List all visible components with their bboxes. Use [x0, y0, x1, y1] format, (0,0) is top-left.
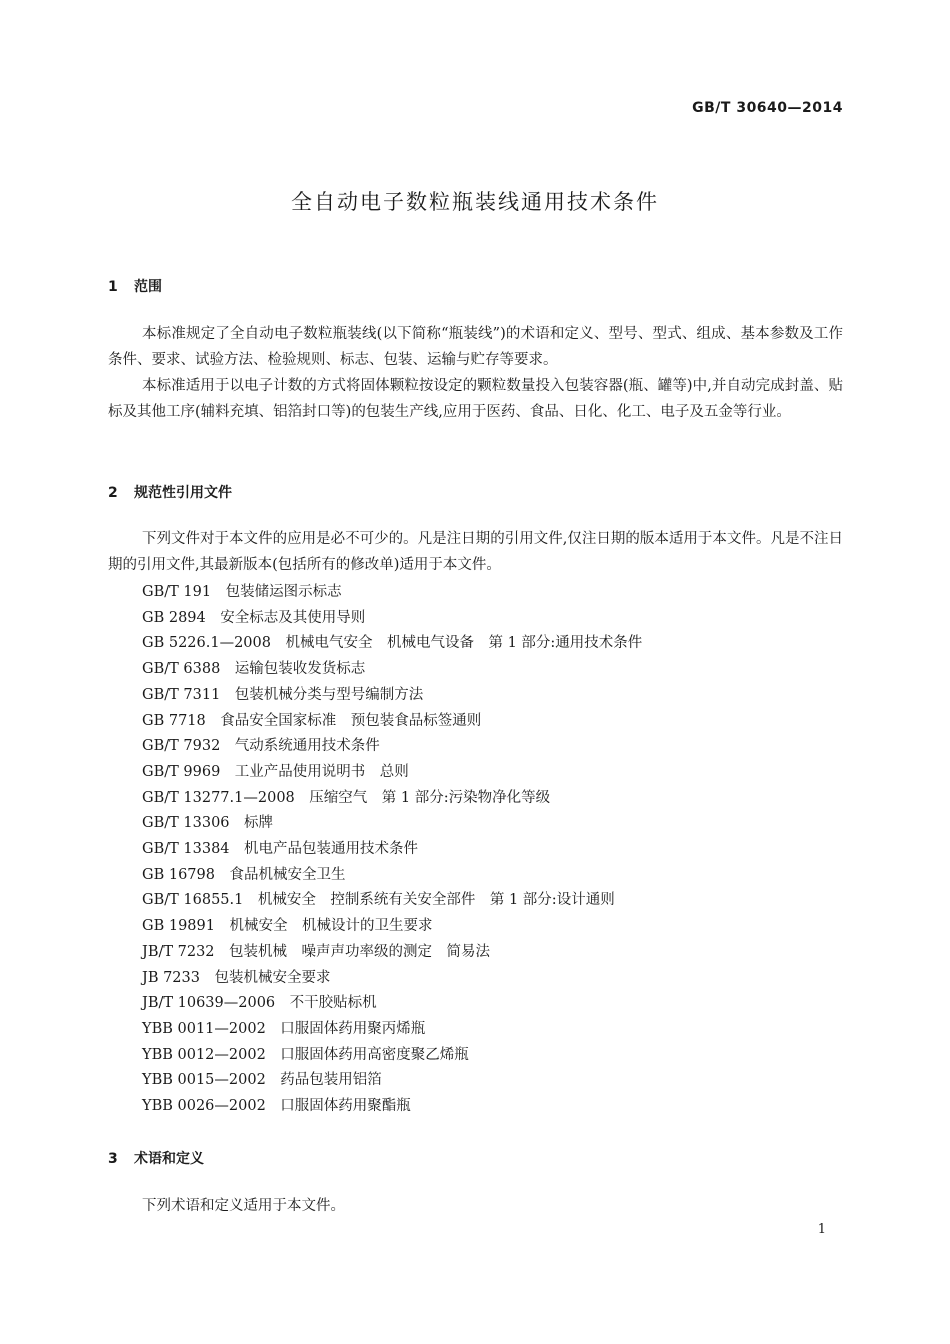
section-1-heading [108, 276, 162, 296]
reference-item: GB/T 13277.1—2008 压缩空气 第 1 部分:污染物净化等级 [142, 789, 551, 806]
page-number: 1 [817, 1222, 826, 1237]
scope-paragraph-1: 本标准规定了全自动电子数粒瓶装线(以下简称“瓶装线”)的术语和定义、型号、型式、组成、基本参数及工作条件、要求、试验方法、检验规则、标志、包装、运输与贮存等要求。 [108, 326, 843, 368]
section-3-title: 术语和定义 [134, 1151, 204, 1167]
reference-item: GB/T 16855.1 机械安全 控制系统有关安全部件 第 1 部分:设计通则 [142, 892, 615, 909]
reference-item: GB/T 6388 运输包装收发货标志 [142, 661, 366, 678]
section-3-heading [108, 1148, 204, 1168]
reference-item: GB/T 7932 气动系统通用技术条件 [142, 738, 380, 755]
reference-item: GB/T 7311 包装机械分类与型号编制方法 [142, 686, 424, 703]
reference-item: GB 19891 机械安全 机械设计的卫生要求 [142, 918, 433, 935]
section-2-title: 规范性引用文件 [134, 485, 232, 501]
reference-list [142, 580, 642, 1120]
reference-item: YBB 0011—2002 口服固体药用聚丙烯瓶 [142, 1020, 426, 1037]
reference-item: YBB 0026—2002 口服固体药用聚酯瓶 [142, 1098, 411, 1115]
scope-paragraph-2: 本标准适用于以电子计数的方式将固体颗粒按设定的颗粒数量投入包装容器(瓶、罐等)中,并自动完成封盖、贴标及其他工序(辅料充填、铝箔封口等)的包装生产线,应用于医药、食品、日化、化工、电子及五金等行业。 [108, 378, 843, 420]
reference-item: GB/T 13306 标牌 [142, 815, 274, 832]
reference-item: GB 16798 食品机械安全卫生 [142, 866, 346, 883]
section-2-number: 2 [108, 485, 118, 501]
section-3-number: 3 [108, 1151, 118, 1167]
document-title: 全自动电子数粒瓶装线通用技术条件 [291, 190, 659, 214]
reference-item: GB/T 191 包装储运图示标志 [142, 584, 342, 600]
section-1-title: 范围 [134, 279, 162, 295]
references-intro: 下列文件对于本文件的应用是必不可少的。凡是注日期的引用文件,仅注日期的版本适用于本文件。凡是不注日期的引用文件,其最新版本(包括所有的修改单)适用于本文件。 [108, 531, 843, 573]
reference-item: GB 5226.1—2008 机械电气安全 机械电气设备 第 1 部分:通用技术条件 [142, 635, 643, 652]
reference-item: YBB 0012—2002 口服固体药用高密度聚乙烯瓶 [142, 1046, 469, 1063]
reference-item: JB/T 10639—2006 不干胶贴标机 [142, 995, 377, 1012]
terms-intro: 下列术语和定义适用于本文件。 [142, 1198, 345, 1214]
reference-item: GB/T 13384 机电产品包装通用技术条件 [142, 841, 419, 858]
reference-item: GB/T 9969 工业产品使用说明书 总则 [142, 763, 409, 780]
section-1-number: 1 [108, 279, 118, 295]
reference-item: GB 7718 食品安全国家标准 预包装食品标签通则 [142, 712, 482, 729]
standard-code: GB/T 30640—2014 [692, 100, 843, 116]
reference-item: JB 7233 包装机械安全要求 [142, 969, 331, 986]
reference-item: GB 2894 安全标志及其使用导则 [142, 609, 366, 626]
section-2-heading [108, 482, 232, 502]
reference-item: JB/T 7232 包装机械 噪声声功率级的测定 简易法 [142, 943, 491, 960]
reference-item: YBB 0015—2002 药品包装用铝箔 [142, 1072, 382, 1089]
